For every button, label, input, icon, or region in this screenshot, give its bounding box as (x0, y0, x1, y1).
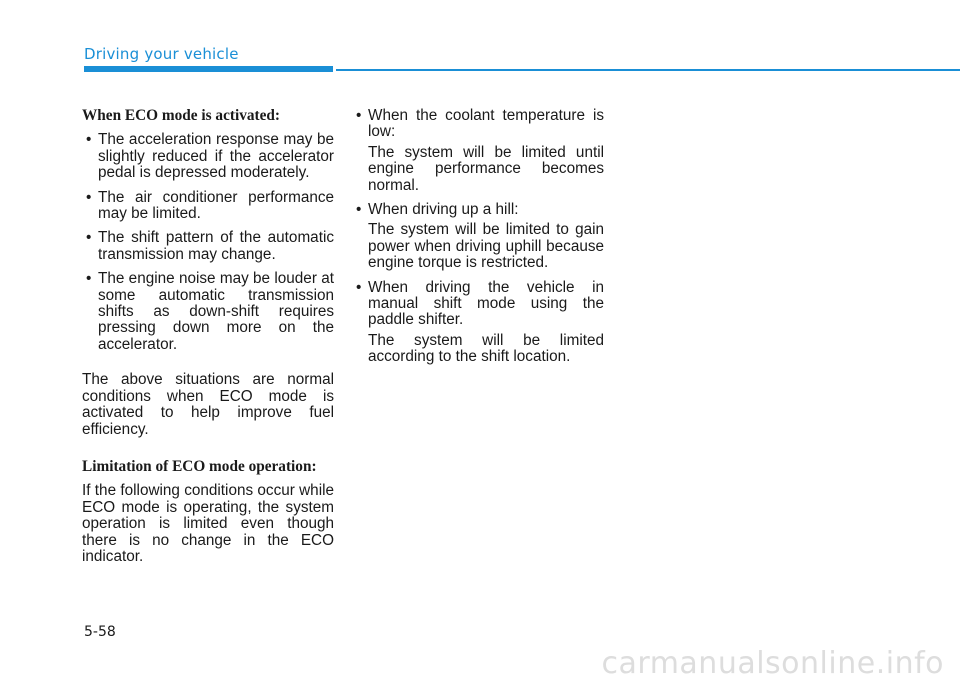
condition-detail: The system will be limited to gain power when driving uphill because engine torque is restricted. (368, 221, 604, 272)
watermark: carmanualsonline.info (601, 646, 944, 681)
limitation-heading: Limitation of ECO mode operation: (82, 457, 317, 475)
list-item: • The air conditioner performance may be limited. (82, 190, 334, 223)
limitation-paragraph: If the following conditions occur while ECO mode is operating, the system operation is limited even though there is no change in the ECO indicator. (82, 482, 334, 565)
header-accent-bar (84, 66, 333, 72)
left-column (82, 108, 334, 565)
condition-text: When driving the vehicle in manual shift mode using the paddle shifter. (368, 278, 604, 329)
section-header-title: Driving your vehicle (84, 45, 239, 63)
condition-text: When driving up a hill: (368, 201, 519, 219)
eco-activated-heading: When ECO mode is activated: (82, 107, 281, 124)
list-item (352, 280, 604, 366)
eco-activated-list (82, 132, 334, 353)
condition-text: When the coolant temperature is low: (368, 107, 604, 141)
right-column (352, 108, 604, 374)
limitation-conditions-list (352, 108, 604, 366)
normal-conditions-paragraph: The above situations are normal conditions when ECO mode is activated to help improve fuel efficiency. (82, 371, 334, 438)
list-item: • The acceleration response may be slightly reduced if the accelerator pedal is depressed moderately. (82, 132, 334, 181)
list-item: • The shift pattern of the automatic transmission may change. (82, 230, 334, 263)
header-rule (336, 69, 960, 71)
list-item (352, 108, 604, 194)
list-item (352, 202, 604, 272)
condition-detail: The system will be limited according to the shift location. (368, 331, 604, 366)
list-item: • The engine noise may be louder at some automatic transmission shifts as down-shift requires pressing down more on the accelerator. (82, 271, 334, 353)
condition-detail: The system will be limited until engine performance becomes normal. (368, 143, 604, 194)
page-number: 5-58 (84, 624, 116, 640)
